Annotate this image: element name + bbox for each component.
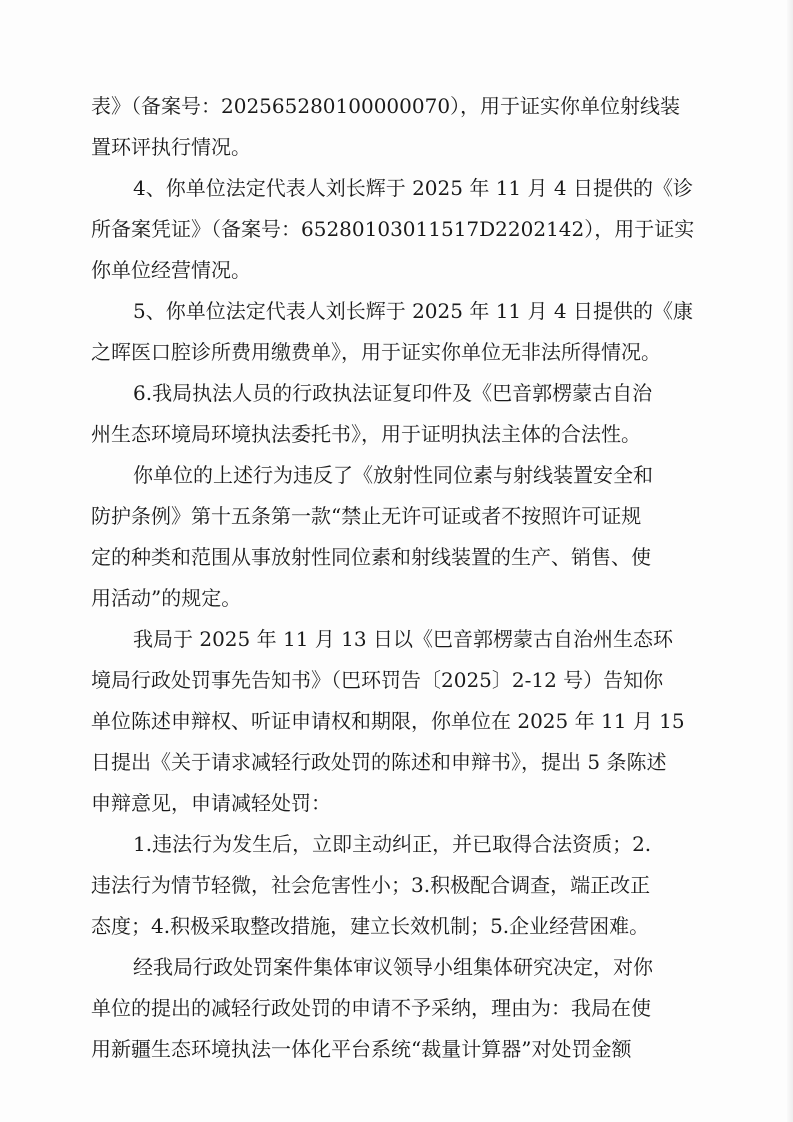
body-text-line: 置环评执行情况。 — [91, 135, 251, 159]
body-text-line: 所备案凭证》（备案号：65280103011517D2202142），用于证实 — [91, 217, 695, 241]
body-text-line: 用新疆生态环境执法一体化平台系统“裁量计算器”对处罚金额 — [91, 1037, 632, 1061]
body-text-line: 申辩意见，申请减轻处罚： — [91, 791, 331, 815]
body-text-line: 定的种类和范围从事放射性同位素和射线装置的生产、销售、使 — [91, 545, 651, 569]
body-text-line: 防护条例》第十五条第一款“禁止无许可证或者不按照许可证规 — [91, 504, 642, 528]
body-text-line: 境局行政处罚事先告知书》（巴环罚告〔2025〕2-12 号）告知你 — [91, 668, 664, 692]
body-text-line: 州生态环境局环境执法委托书》，用于证明执法主体的合法性。 — [91, 422, 641, 446]
body-text-line: 经我局行政处罚案件集体审议领导小组集体研究决定，对你 — [133, 955, 653, 979]
scan-edge — [787, 0, 793, 1122]
body-text-line: 5、你单位法定代表人刘长辉于 2025 年 11 月 4 日提供的《康 — [133, 299, 693, 323]
body-text-line: 态度；4.积极采取整改措施，建立长效机制；5.企业经营困难。 — [91, 914, 650, 938]
body-text-line: 你单位的上述行为违反了《放射性同位素与射线装置安全和 — [133, 463, 653, 487]
body-text-line: 你单位经营情况。 — [91, 258, 251, 282]
body-text-line: 违法行为情节轻微，社会危害性小；3.积极配合调查，端正改正 — [91, 873, 651, 897]
body-text-line: 6.我局执法人员的行政执法证复印件及《巴音郭楞蒙古自治 — [133, 381, 653, 405]
body-text-line: 1.违法行为发生后，立即主动纠正，并已取得合法资质；2. — [133, 832, 652, 856]
body-text-line: 表》（备案号：202565280100000070），用于证实你单位射线装 — [91, 94, 681, 118]
body-text-line: 之晖医口腔诊所费用缴费单》，用于证实你单位无非法所得情况。 — [91, 340, 661, 364]
body-text-line: 我局于 2025 年 11 月 13 日以《巴音郭楞蒙古自治州生态环 — [133, 627, 673, 651]
body-text-line: 用活动”的规定。 — [91, 586, 242, 610]
body-text-line: 单位陈述申辩权、听证申请权和期限，你单位在 2025 年 11 月 15 — [91, 709, 685, 733]
body-text-line: 日提出《关于请求减轻行政处罚的陈述和申辩书》，提出 5 条陈述 — [91, 750, 667, 774]
body-text-line: 单位的提出的减轻行政处罚的申请不予采纳，理由为：我局在使 — [91, 996, 651, 1020]
body-text-line: 4、你单位法定代表人刘长辉于 2025 年 11 月 4 日提供的《诊 — [133, 176, 693, 200]
